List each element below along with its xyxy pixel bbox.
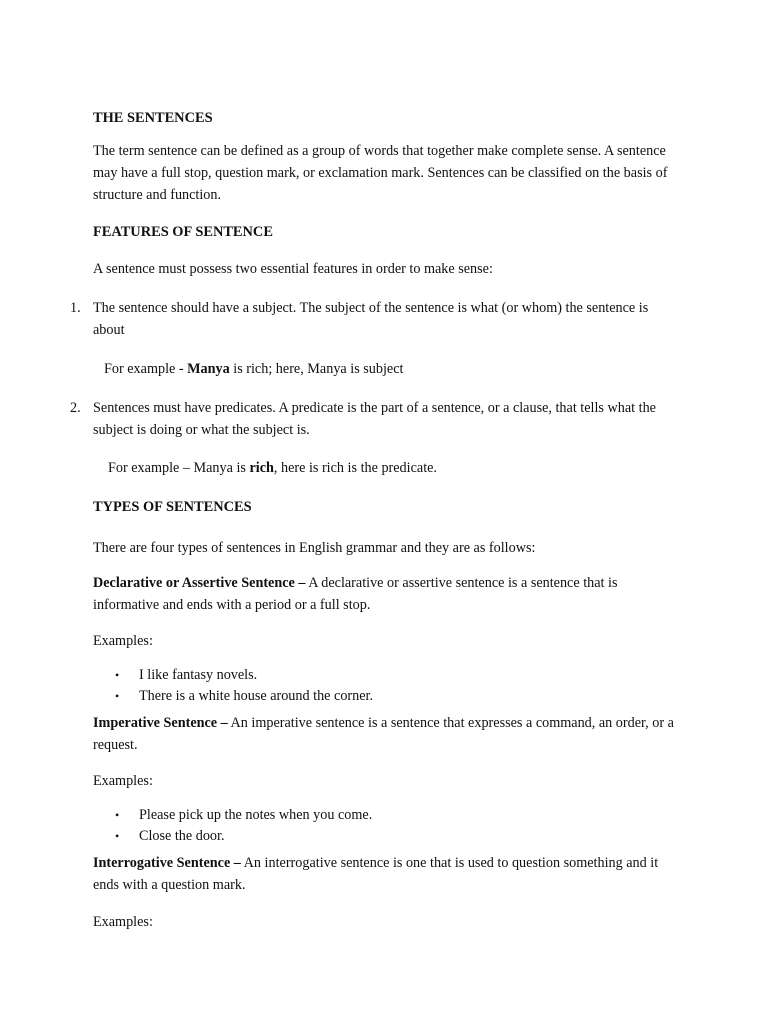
interrogative-paragraph — [93, 852, 683, 896]
example-2-suffix: , here is rich is the predicate. — [273, 460, 437, 476]
declarative-examples-label: Examples: — [93, 633, 153, 649]
example-1-prefix: For example - — [104, 361, 188, 377]
intro-paragraph: The term sentence can be defined as a group of words that together make complete sense. A sentence may have a full stop, question mark, or exclamation mark. Sentences can be classified on the basis of structure and function. — [93, 143, 668, 203]
declarative-examples-list — [93, 665, 373, 707]
example-2-bold: rich — [249, 460, 274, 476]
declarative-definition: A declarative or assertive sentence is a sentence that is informative and ends with a period or a full stop. — [93, 575, 618, 613]
list-item — [93, 686, 373, 707]
example-1-bold: Manya — [187, 361, 230, 377]
declarative-paragraph — [93, 572, 683, 616]
list-number-1: 1. — [70, 300, 81, 316]
imperative-example-2: Close the door. — [139, 828, 225, 844]
imperative-paragraph — [93, 712, 683, 756]
declarative-example-1: I like fantasy novels. — [139, 667, 258, 683]
example-1-suffix: is rich; here, Manya is subject — [229, 361, 404, 377]
example-2-prefix: For example – Manya is — [108, 460, 250, 476]
bullet-icon: • — [115, 829, 120, 843]
interrogative-name: Interrogative Sentence – — [93, 855, 241, 871]
features-heading: FEATURES OF SENTENCE — [93, 224, 273, 240]
declarative-name: Declarative or Assertive Sentence – — [93, 575, 306, 591]
feature-2-text: Sentences must have predicates. A predicate is the part of a sentence, or a clause, that tells what the subject is doing or what the subject is. — [93, 400, 656, 438]
interrogative-definition: An interrogative sentence is one that is used to question something and it ends with a question mark. — [93, 855, 659, 893]
bullet-icon: • — [115, 668, 120, 682]
feature-2-example — [108, 457, 437, 479]
bullet-icon: • — [115, 808, 120, 822]
page-title: THE SENTENCES — [93, 110, 213, 126]
feature-1-example — [104, 358, 403, 380]
list-number-2: 2. — [70, 400, 81, 416]
types-heading: TYPES OF SENTENCES — [93, 499, 252, 515]
types-intro: There are four types of sentences in English grammar and they are as follows: — [93, 540, 536, 556]
list-item — [93, 805, 372, 826]
features-intro: A sentence must possess two essential features in order to make sense: — [93, 261, 493, 277]
list-item — [93, 665, 373, 686]
imperative-example-1: Please pick up the notes when you come. — [139, 807, 373, 823]
bullet-icon: • — [115, 689, 120, 703]
feature-1-text: The sentence should have a subject. The subject of the sentence is what (or whom) the sentence is about — [93, 300, 649, 338]
imperative-examples-list — [93, 805, 372, 847]
list-item — [93, 826, 372, 847]
imperative-definition: An imperative sentence is a sentence that expresses a command, an order, or a request. — [93, 715, 674, 753]
imperative-examples-label: Examples: — [93, 773, 153, 789]
interrogative-examples-label: Examples: — [93, 914, 153, 930]
declarative-example-2: There is a white house around the corner. — [139, 688, 374, 704]
imperative-name: Imperative Sentence – — [93, 715, 228, 731]
